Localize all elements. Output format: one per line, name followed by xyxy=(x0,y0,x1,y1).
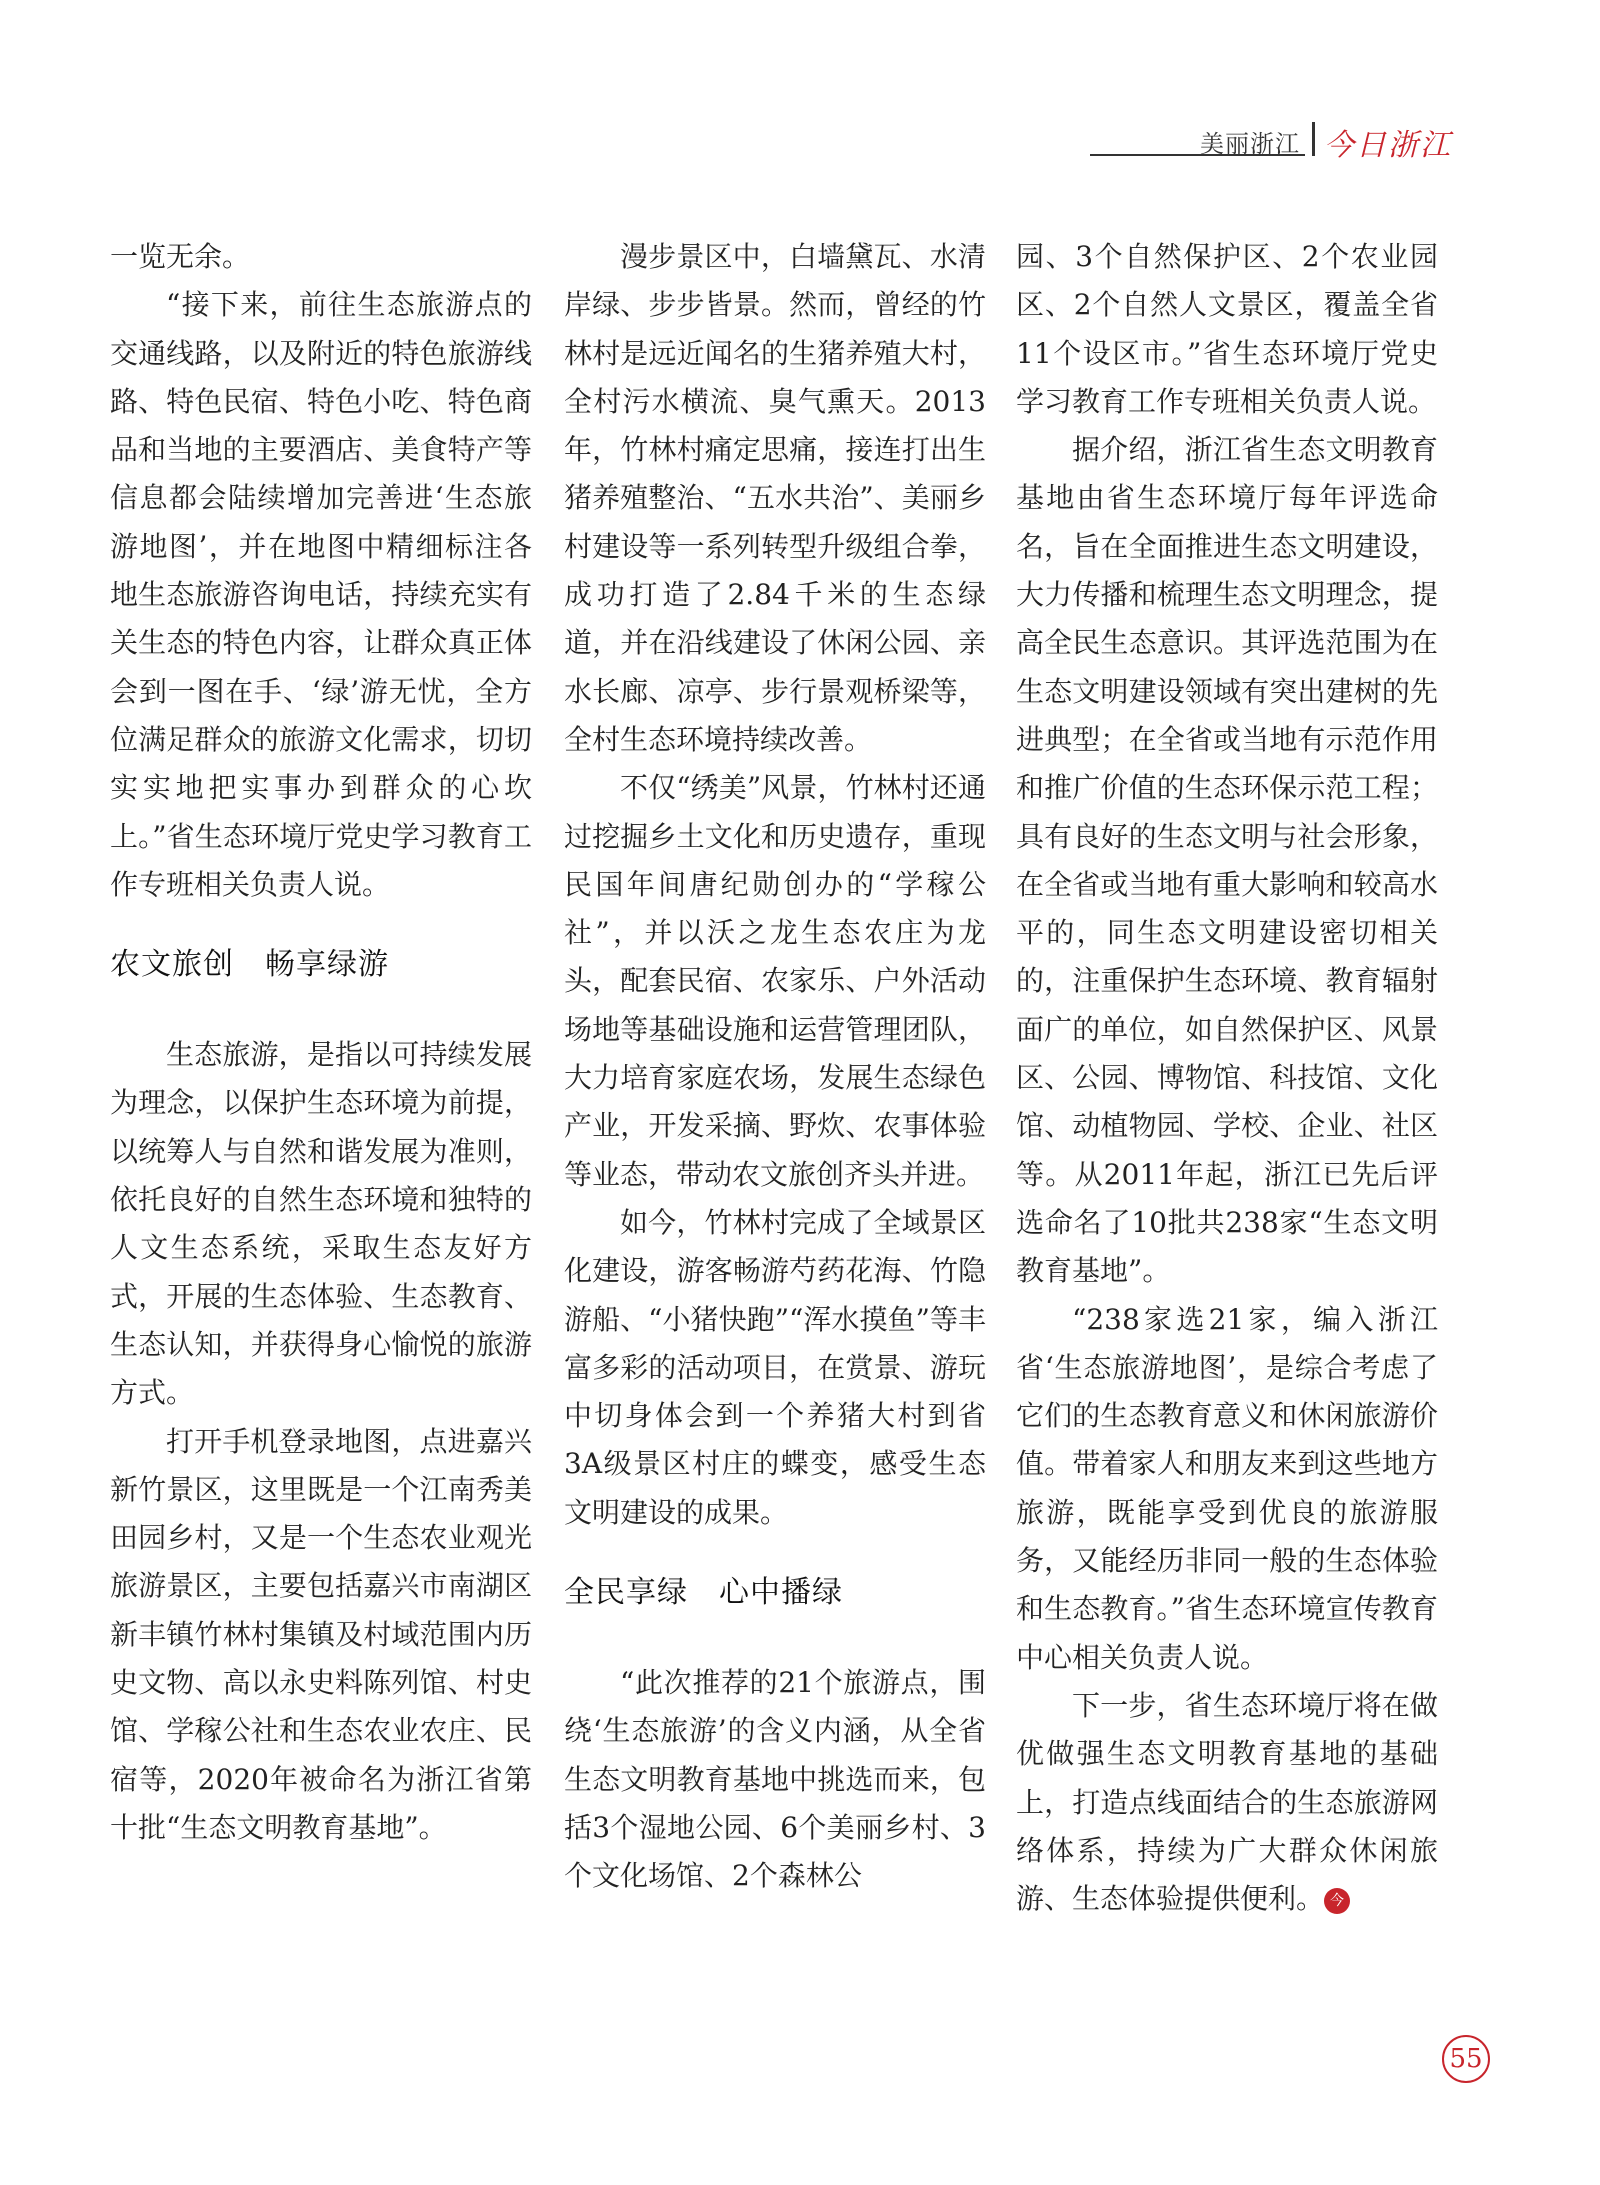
column-1 xyxy=(110,233,532,1852)
paragraph: “接下来，前往生态旅游点的交通线路，以及附近的特色旅游线路、特色民宿、特色小吃、特色商品和当地的主要酒店、美食特产等信息都会陆续增加完善进‘生态旅游地图’，并在地图中精细标注各地生态旅游咨询电话，持续充实有关生态的特色内容，让群众真正体会到一图在手、‘绿’游无忧，全方位满足群众的旅游文化需求，切切实实地把实事办到群众的心坎上。”省生态环境厅党史学习教育工作专班相关负责人说。 xyxy=(110,288,532,901)
paragraph: 如今，竹林村完成了全域景区化建设，游客畅游芍药花海、竹隐游船、“小猪快跑”“浑水摸鱼”等丰富多彩的活动项目，在赏景、游玩中切身体会到一个养猪大村到省3A级景区村庄的蝶变，感受生态文明建设的成果。 xyxy=(564,1205,986,1529)
paragraph xyxy=(1016,1682,1438,1923)
header-section-title: 美丽浙江 xyxy=(1200,130,1300,158)
paragraph: 据介绍，浙江省生态文明教育基地由省生态环境厅每年评选命名，旨在全面推进生态文明建设，大力传播和梳理生态文明理念，提高全民生态意识。其评选范围为在生态文明建设领域有突出建树的先进典型；在全省或当地有示范作用和推广价值的生态环保示范工程；具有良好的生态文明与社会形象，在全省或当地有重大影响和较高水平的，同生态文明建设密切相关的，注重保护生态环境、教育辐射面广的单位，如自然保护区、风景区、公园、博物馆、科技馆、文化馆、动植物园、学校、企业、社区等。从2011年起，浙江已先后评选命名了10批共238家“生态文明教育基地”。 xyxy=(1016,433,1438,1288)
paragraph: 不仅“绣美”风景，竹林村还通过挖掘乡土文化和历史遗存，重现民国年间唐纪勋创办的“学稼公社”，并以沃之龙生态农庄为龙头，配套民宿、农家乐、户外活动场地等基础设施和运营管理团队，大力培育家庭农场，发展生态绿色产业，开发采摘、野炊、农事体验等业态，带动农文旅创齐头并进。 xyxy=(564,771,986,1191)
paragraph: 打开手机登录地图，点进嘉兴新竹景区，这里既是一个江南秀美田园乡村，又是一个生态农业观光旅游景区，主要包括嘉兴市南湖区新丰镇竹林村集镇及村域范围内历史文物、高以永史料陈列馆、村史馆、学稼公社和生态农业农庄、民宿等，2020年被命名为浙江省第十批“生态文明教育基地”。 xyxy=(110,1424,532,1844)
paragraph: 漫步景区中，白墙黛瓦、水清岸绿、步步皆景。然而，曾经的竹林村是远近闻名的生猪养殖大村，全村污水横流、臭气熏天。2013年，竹林村痛定思痛，接连打出生猪养殖整治、“五水共治”、美丽乡村建设等一系列转型升级组合拳，成功打造了2.84千米的生态绿道，并在沿线建设了休闲公园、亲水长廊、凉亭、步行景观桥梁等，全村生态环境持续改善。 xyxy=(564,240,986,756)
section-heading: 农文旅创 畅享绿游 xyxy=(110,947,389,983)
column-3 xyxy=(1016,233,1438,1923)
section-heading: 全民享绿 心中播绿 xyxy=(564,1575,843,1611)
article-end-icon: 今 xyxy=(1324,1888,1350,1914)
page-header xyxy=(1090,120,1452,163)
paragraph: 生态旅游，是指以可持续发展为理念，以保护生态环境为前提，以统筹人与自然和谐发展为准则，依托良好的自然生态环境和独特的人文生态系统，采取生态友好方式，开展的生态体验、生态教育、生态认知，并获得身心愉悦的旅游方式。 xyxy=(110,1038,532,1410)
paragraph: 园、3个自然保护区、2个农业园区、2个自然人文景区，覆盖全省11个设区市。”省生态环境厅党史学习教育工作专班相关负责人说。 xyxy=(1016,240,1438,418)
page-number: 55 xyxy=(1442,2035,1490,2083)
paragraph: 一览无余。 xyxy=(110,240,251,273)
paragraph: “此次推荐的21个旅游点，围绕‘生态旅游’的含义内涵，从全省生态文明教育基地中挑选而来，包括3个湿地公园、6个美丽乡村、3个文化场馆、2个森林公 xyxy=(564,1666,986,1893)
column-2 xyxy=(564,233,986,1901)
paragraph-text: 下一步，省生态环境厅将在做优做强生态文明教育基地的基础上，打造点线面结合的生态旅游网络体系，持续为广大群众休闲旅游、生态体验提供便利。 xyxy=(1016,1688,1438,1916)
paragraph: “238家选21家，编入浙江省‘生态旅游地图’，是综合考虑了它们的生态教育意义和休闲旅游价值。带着家人和朋友来到这些地方旅游，既能享受到优良的旅游服务，又能经历非同一般的生态体验和生态教育。”省生态环境宣传教育中心相关负责人说。 xyxy=(1016,1302,1438,1674)
magazine-logo: 今日浙江 xyxy=(1324,128,1452,163)
header-divider xyxy=(1312,122,1315,156)
